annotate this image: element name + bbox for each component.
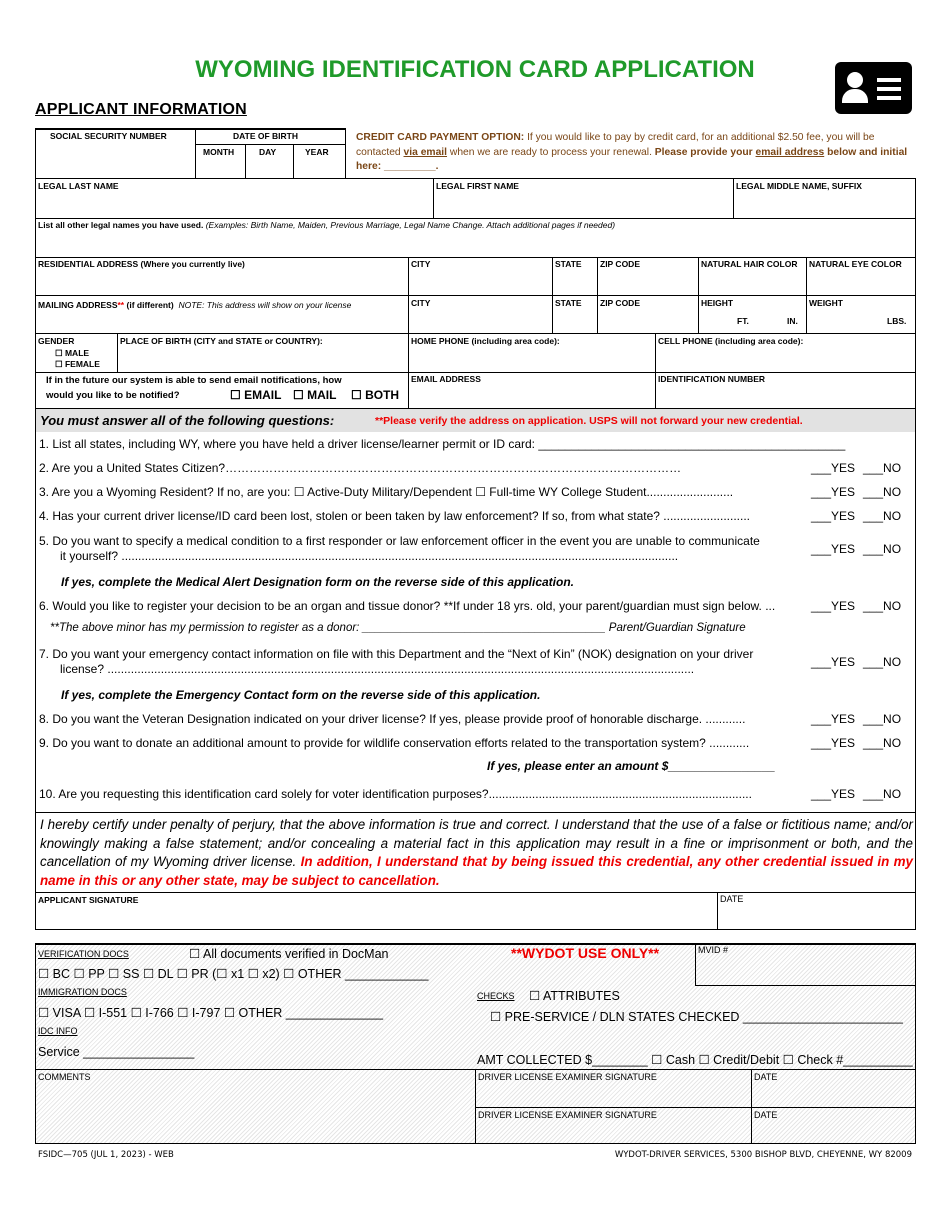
question-7-cont: license? ................................................................................................................................................................................ <box>60 662 695 676</box>
month-label: MONTH <box>203 147 235 157</box>
yes-answer[interactable]: ___YES <box>811 485 856 499</box>
no-answer[interactable]: ___NO <box>863 542 902 556</box>
city-label: CITY <box>411 259 431 269</box>
female-checkbox[interactable]: ☐ FEMALE <box>55 359 100 369</box>
residential-label: RESIDENTIAL ADDRESS (Where you currently live) <box>38 259 245 269</box>
verification-docs-label: VERIFICATION DOCS <box>38 949 129 959</box>
no-answer[interactable]: ___NO <box>863 655 902 669</box>
both-checkbox[interactable]: ☐ BOTH <box>351 388 400 402</box>
credit-bold: Please provide your <box>654 146 756 158</box>
question-3: 3. Are you a Wyoming Resident? If no, are you: ☐ Active-Duty Military/Dependent ☐ Full-time WY College Student.......................... <box>39 485 734 499</box>
notify-question: If in the future our system is able to send email notifications, how <box>46 375 342 386</box>
eye-label: NATURAL EYE COLOR <box>809 259 902 269</box>
no-answer[interactable]: ___NO <box>863 509 902 523</box>
last-name-label: LEGAL LAST NAME <box>38 181 119 191</box>
id-card-icon <box>835 62 912 114</box>
email-address-link: email address <box>755 146 825 158</box>
initial-here: below and initial here: _________. <box>356 146 908 172</box>
signature-label: APPLICANT SIGNATURE <box>38 895 139 905</box>
examiner-label: DRIVER LICENSE EXAMINER SIGNATURE <box>478 1072 657 1082</box>
height-label: HEIGHT <box>701 298 734 308</box>
emergency-contact-note: If yes, complete the Emergency Contact form on the reverse side of this application. <box>61 688 541 702</box>
question-1: 1. List all states, including WY, where you have held a driver license/learner permit or ID card: ______________________________________________ <box>39 437 846 451</box>
via-email: via email <box>403 146 448 158</box>
home-phone-label: HOME PHONE (including area code): <box>411 336 560 346</box>
wydot-only-label: **WYDOT USE ONLY** <box>511 945 660 961</box>
no-answer[interactable]: ___NO <box>863 485 902 499</box>
weight-label: WEIGHT <box>809 298 843 308</box>
footer-address: WYDOT-DRIVER SERVICES, 5300 BISHOP BLVD, CHEYENNE, WY 82009 <box>614 1150 912 1160</box>
zip-label: ZIP CODE <box>600 298 640 308</box>
amount-line[interactable]: If yes, please enter an amount $________________ <box>487 759 776 773</box>
idc-info-label: IDC INFO <box>38 1026 78 1036</box>
yes-answer[interactable]: ___YES <box>811 599 856 613</box>
pre-service-checkbox[interactable]: ☐ PRE-SERVICE / DLN STATES CHECKED _______________________ <box>490 1010 903 1024</box>
ssn-label: SOCIAL SECURITY NUMBER <box>50 131 167 141</box>
pob-label: PLACE OF BIRTH (CITY and STATE or COUNTRY): <box>120 336 323 346</box>
in-label: IN. <box>787 316 798 326</box>
no-answer[interactable]: ___NO <box>863 712 902 726</box>
mvid-label: MVID # <box>698 945 729 955</box>
service-line[interactable]: Service ________________ <box>38 1045 195 1059</box>
yes-answer[interactable]: ___YES <box>811 787 856 801</box>
first-name-label: LEGAL FIRST NAME <box>436 181 519 191</box>
question-5: 5. Do you want to specify a medical condition to a first responder or law enforcement officer in the event you are unable to communicate <box>39 534 760 548</box>
docman-checkbox[interactable]: ☐ All documents verified in DocMan <box>189 947 389 961</box>
mailing-label: MAILING ADDRESS** (if different) NOTE: This address will show on your license <box>38 300 352 310</box>
yes-answer[interactable]: ___YES <box>811 542 856 556</box>
no-answer[interactable]: ___NO <box>863 787 902 801</box>
yes-answer[interactable]: ___YES <box>811 655 856 669</box>
credit-heading: CREDIT CARD PAYMENT OPTION: <box>356 132 525 143</box>
yes-answer[interactable]: ___YES <box>811 712 856 726</box>
attributes-checkbox[interactable]: ☐ ATTRIBUTES <box>529 989 620 1003</box>
comments-field[interactable] <box>35 1069 476 1144</box>
amount-collected[interactable]: AMT COLLECTED $________ ☐ Cash ☐ Credit/Debit ☐ Check #__________ <box>477 1053 913 1067</box>
email-checkbox[interactable]: ☐ EMAIL <box>230 388 282 402</box>
examiner-label: DRIVER LICENSE EXAMINER SIGNATURE <box>478 1110 657 1120</box>
no-answer[interactable]: ___NO <box>863 736 902 750</box>
credit-text-2: when we are ready to process your renewal. <box>447 146 655 158</box>
question-8: 8. Do you want the Veteran Designation indicated on your driver license? If yes, please provide proof of honorable discharge. ............ <box>39 712 746 726</box>
no-answer[interactable]: ___NO <box>863 461 902 475</box>
immigration-docs-label: IMMIGRATION DOCS <box>38 987 127 997</box>
male-checkbox[interactable]: ☐ MALE <box>55 348 90 358</box>
question-2: 2. Are you a United States Citizen?…………………………………………………………………………………………………… <box>39 461 682 475</box>
lbs-label: LBS. <box>887 316 907 326</box>
credit-text: If you would like to pay by credit card, for an additional $2.50 fee, you will be contacted <box>356 132 875 158</box>
cell-phone-label: CELL PHONE (including area code): <box>658 336 804 346</box>
dob-label: DATE OF BIRTH <box>233 131 299 141</box>
questions-header: You must answer all of the following questions: <box>40 413 335 428</box>
year-label: YEAR <box>305 147 329 157</box>
page-title: WYOMING IDENTIFICATION CARD APPLICATION <box>195 56 755 83</box>
guardian-permission: **The above minor has my permission to register as a donor: ______________________________________ Parent/Guardian Signature <box>50 622 746 634</box>
email-label: EMAIL ADDRESS <box>411 374 481 384</box>
ft-label: FT. <box>737 316 749 326</box>
form-number: FSIDC—705 (JUL 1, 2023) - WEB <box>38 1150 174 1160</box>
verify-warning: **Please verify the address on application. USPS will not forward your new credential. <box>375 415 803 427</box>
other-names-label: List all other legal names you have used. (Examples: Birth Name, Maiden, Previous Marriage, Legal Name Change. Attach additional pages if needed) <box>38 220 616 230</box>
city-label: CITY <box>411 298 431 308</box>
no-answer[interactable]: ___NO <box>863 599 902 613</box>
certification-text: I hereby certify under penalty of perjury, that the above information is true and correct. I understand that the use of a false or fictitious name; and/or knowingly making a false statement; and/or concealing a material fact in this application may result in a fine or imprisonment or both, and the cancellation of my Wyoming driver license. In addition, I understand that by being issued this credential, any other credential issued in my name in this or any other state, may be subject to cancellation. <box>40 817 913 888</box>
date-label: DATE <box>720 894 744 904</box>
id-number-label: IDENTIFICATION NUMBER <box>658 374 766 384</box>
date-field[interactable] <box>717 892 916 930</box>
credit-card-note <box>356 131 912 175</box>
checks-label: CHECKS <box>477 991 515 1001</box>
yes-answer[interactable]: ___YES <box>811 736 856 750</box>
immigration-docs-checkboxes[interactable]: ☐ VISA ☐ I-551 ☐ I-766 ☐ I-797 ☐ OTHER ______________ <box>38 1006 384 1020</box>
question-7: 7. Do you want your emergency contact information on file with this Department and the “Next of Kin” (NOK) designation on your driver <box>39 647 754 661</box>
yes-answer[interactable]: ___YES <box>811 509 856 523</box>
hair-label: NATURAL HAIR COLOR <box>701 259 798 269</box>
verification-docs-checkboxes[interactable]: ☐ BC ☐ PP ☐ SS ☐ DL ☐ PR (☐ x1 ☐ x2) ☐ OTHER ____________ <box>38 967 429 981</box>
date-label: DATE <box>754 1072 778 1082</box>
middle-name-label: LEGAL MIDDLE NAME, SUFFIX <box>736 181 862 191</box>
mail-checkbox[interactable]: ☐ MAIL <box>293 388 337 402</box>
zip-label: ZIP CODE <box>600 259 640 269</box>
question-10: 10. Are you requesting this identification card solely for voter identification purposes?............................................................................... <box>39 787 752 801</box>
yes-answer[interactable]: ___YES <box>811 461 856 475</box>
state-label: STATE <box>555 259 582 269</box>
date-label: DATE <box>754 1110 778 1120</box>
mvid-field[interactable] <box>695 943 916 986</box>
medical-alert-note: If yes, complete the Medical Alert Designation form on the reverse side of this application. <box>61 575 575 589</box>
day-label: DAY <box>259 147 277 157</box>
comments-label: COMMENTS <box>38 1072 91 1082</box>
gender-label: GENDER <box>38 336 75 346</box>
section-heading: APPLICANT INFORMATION <box>35 101 247 118</box>
question-4: 4. Has your current driver license/ID card been lost, stolen or been taken by law enforcement? If so, from what state? .......................... <box>39 509 750 523</box>
notify-question-2: would you like to be notified? <box>46 390 180 401</box>
state-label: STATE <box>555 298 582 308</box>
question-6: 6. Would you like to register your decision to be an organ and tissue donor? **If under 18 yrs. old, your parent/guardian must sign below. ... <box>39 599 776 613</box>
question-9: 9. Do you want to donate an additional amount to provide for wildlife conservation efforts related to the transportation system? ............ <box>39 736 750 750</box>
question-5-cont: it yourself? ....................................................................................................................................................................... <box>60 549 679 563</box>
